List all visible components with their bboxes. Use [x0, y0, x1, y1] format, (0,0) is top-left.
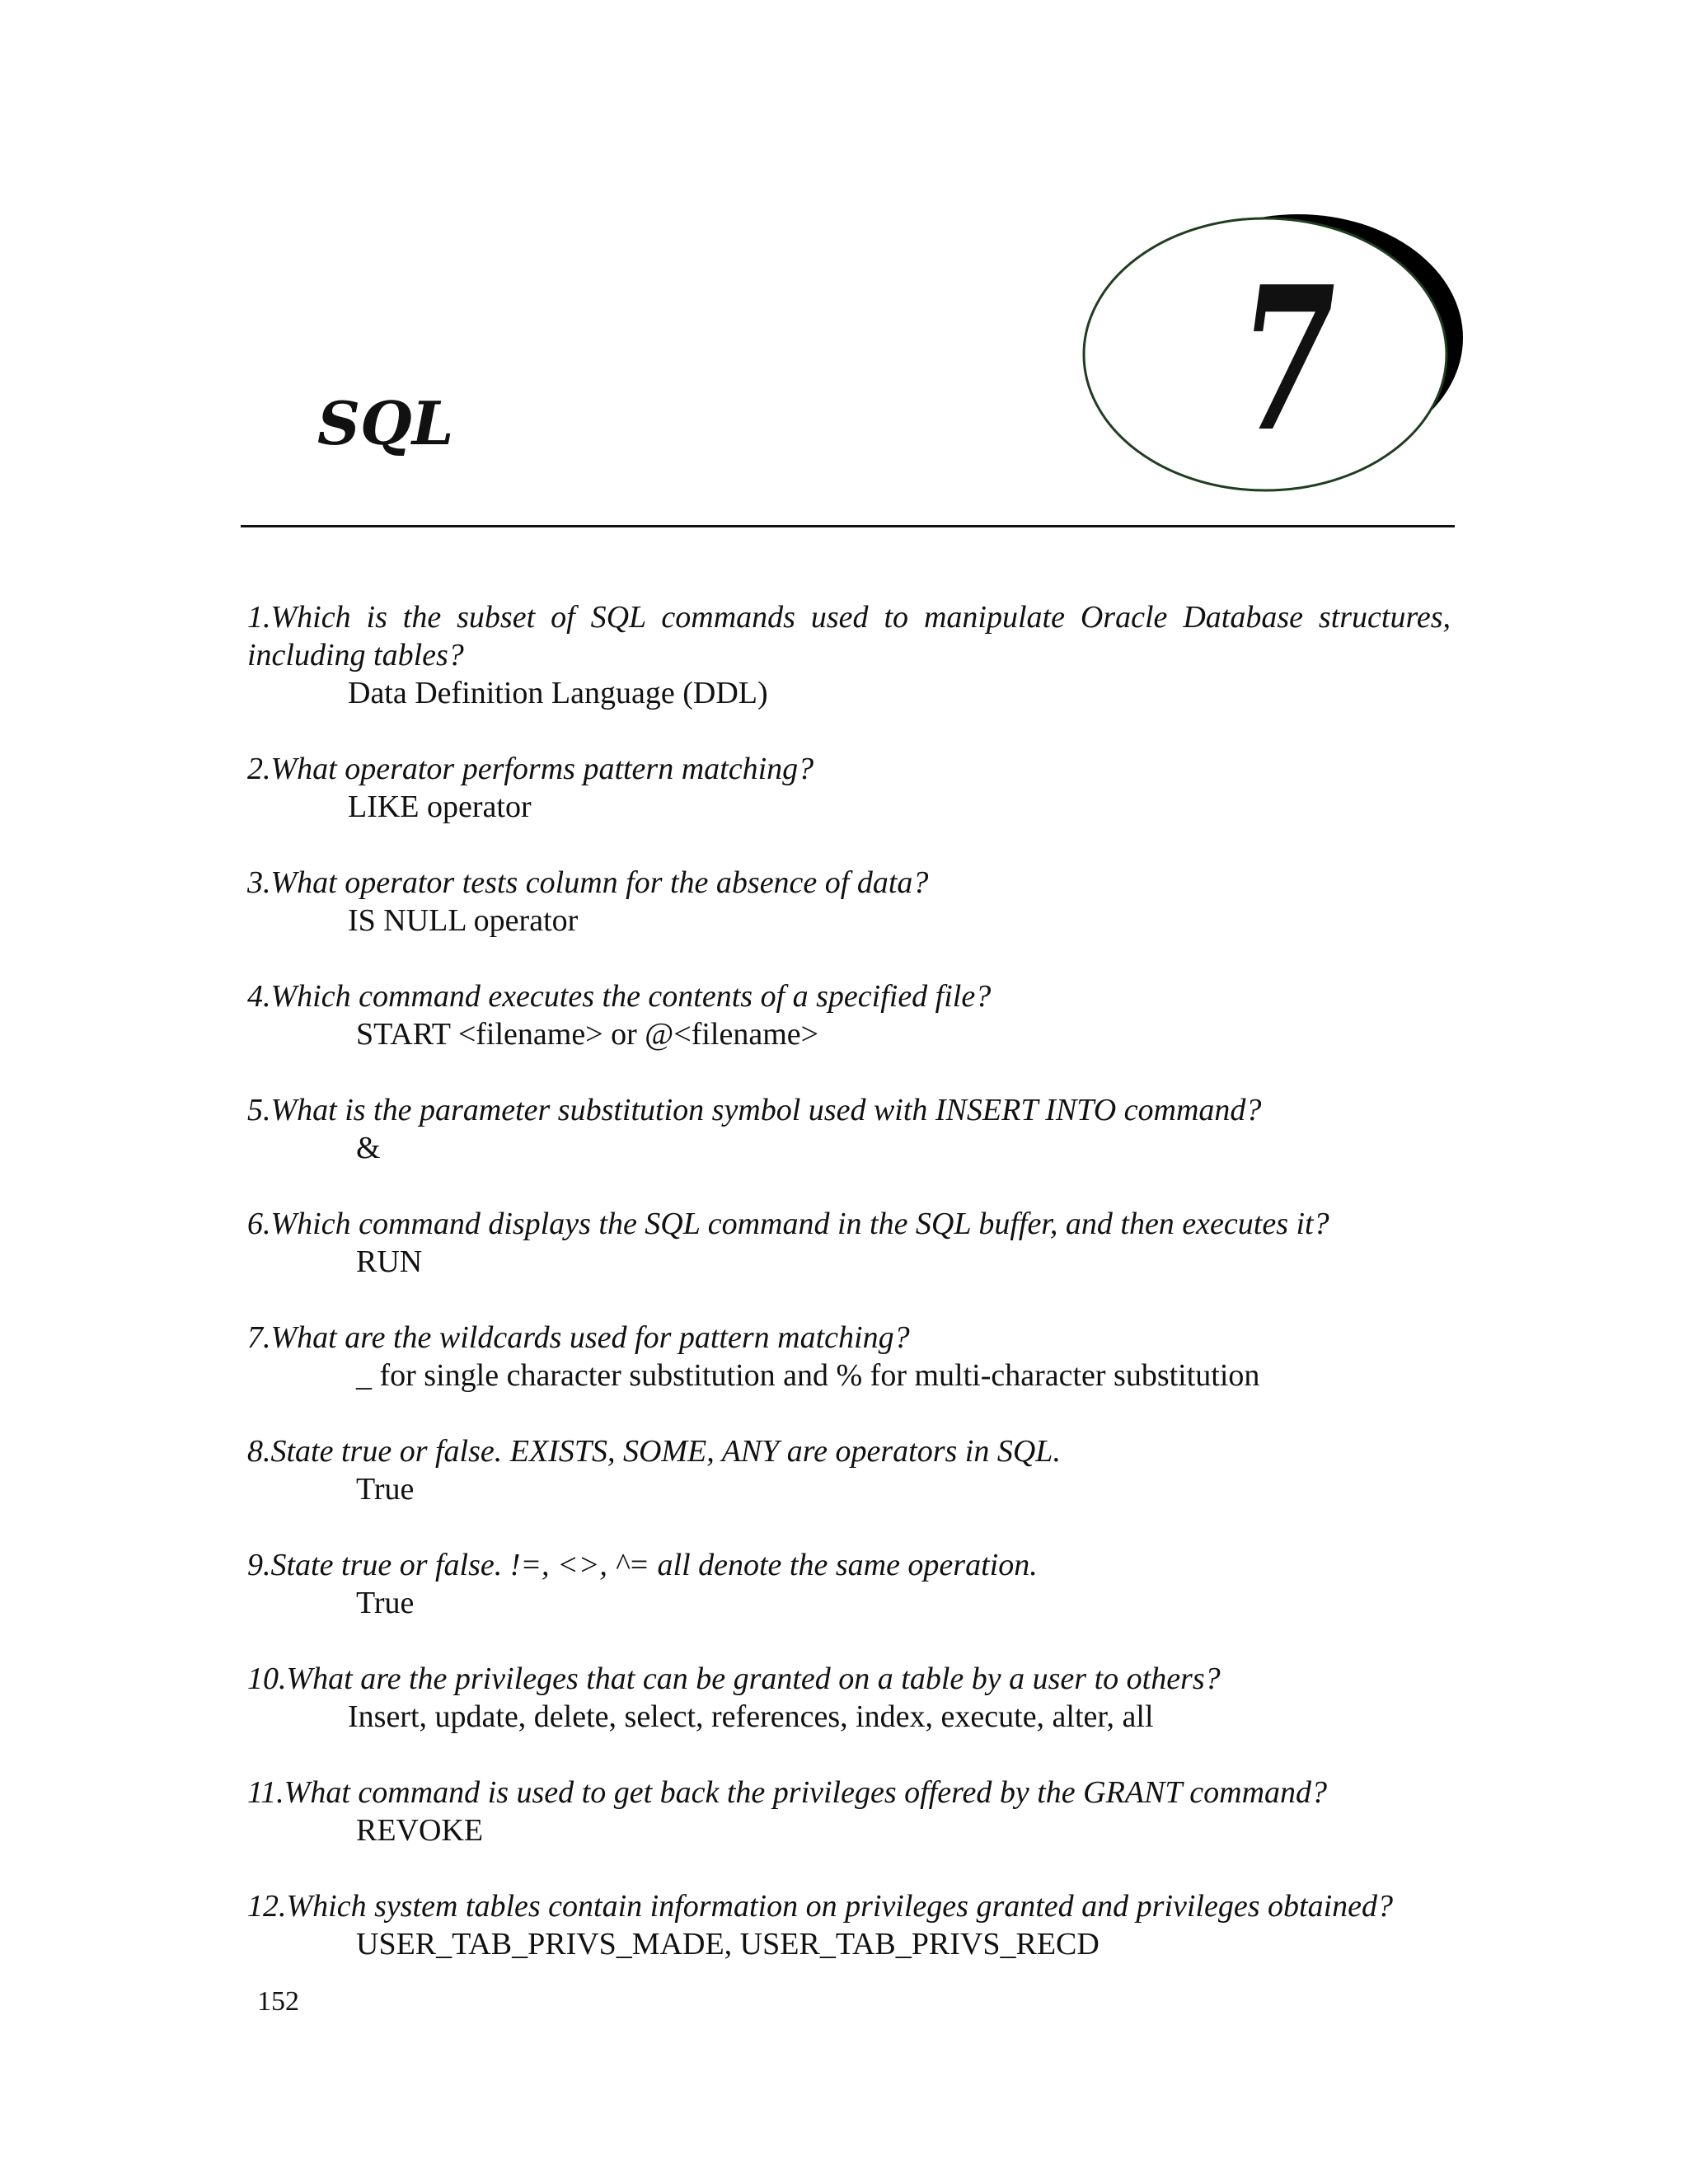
answer-text: LIKE operator: [348, 790, 532, 824]
question-text: 2.What operator performs pattern matching?: [247, 752, 814, 786]
qa-item: [247, 1432, 1451, 1508]
answer-text: True: [356, 1472, 415, 1507]
qa-item: [247, 1205, 1451, 1281]
header-divider: [241, 525, 1455, 527]
qa-item: [247, 1887, 1451, 1963]
answer-text: Insert, update, delete, select, references, index, execute, alter, all: [348, 1699, 1154, 1734]
question-text: 7.What are the wildcards used for pattern matching?: [247, 1320, 910, 1355]
question-text: 3.What operator tests column for the absence of data?: [247, 865, 929, 900]
answer-text: RUN: [356, 1244, 423, 1279]
answer-text: START <filename> or @<filename>: [356, 1017, 819, 1052]
qa-item: [247, 1319, 1451, 1394]
question-text: 4.Which command executes the contents of a specified file?: [247, 979, 992, 1014]
question-text: 9.State true or false. !=, <>, ^= all denote the same operation.: [247, 1548, 1038, 1582]
answer-text: _ for single character substitution and % for multi-character substitution: [356, 1358, 1260, 1393]
question-text: 8.State true or false. EXISTS, SOME, ANY are operators in SQL.: [247, 1434, 1061, 1469]
chapter-number-badge: [1071, 206, 1467, 494]
question-text: 6.Which command displays the SQL command in the SQL buffer, and then executes it?: [247, 1207, 1329, 1241]
qa-item: [247, 598, 1451, 712]
chapter-title: SQL: [317, 388, 454, 458]
qa-item: [247, 750, 1451, 826]
question-text: 5.What is the parameter substitution symbol used with INSERT INTO command?: [247, 1093, 1262, 1127]
question-text: 10.What are the privileges that can be granted on a table by a user to others?: [247, 1661, 1221, 1696]
qa-item: [247, 1091, 1451, 1167]
qa-item: [247, 977, 1451, 1053]
question-text: 12.Which system tables contain information on privileges granted and privileges obtained?: [247, 1889, 1393, 1924]
answer-text: USER_TAB_PRIVS_MADE, USER_TAB_PRIVS_RECD: [356, 1927, 1100, 1961]
qa-item: [247, 1546, 1451, 1622]
answer-text: Data Definition Language (DDL): [348, 676, 768, 710]
answer-text: REVOKE: [356, 1813, 484, 1848]
answer-text: IS NULL operator: [348, 903, 579, 938]
question-text: 11.What command is used to get back the privileges offered by the GRANT command?: [247, 1775, 1328, 1810]
qa-item: [247, 1660, 1451, 1736]
qa-item: [247, 1774, 1451, 1849]
chapter-number: 7: [1239, 242, 1336, 476]
page-number: 152: [257, 1986, 299, 2017]
qa-list: [247, 598, 1451, 2001]
answer-text: True: [356, 1586, 415, 1620]
qa-item: [247, 864, 1451, 940]
question-text: 1.Which is the subset of SQL commands used to manipulate Oracle Database structures, including tables?: [247, 600, 1451, 673]
answer-text: &: [356, 1131, 381, 1165]
